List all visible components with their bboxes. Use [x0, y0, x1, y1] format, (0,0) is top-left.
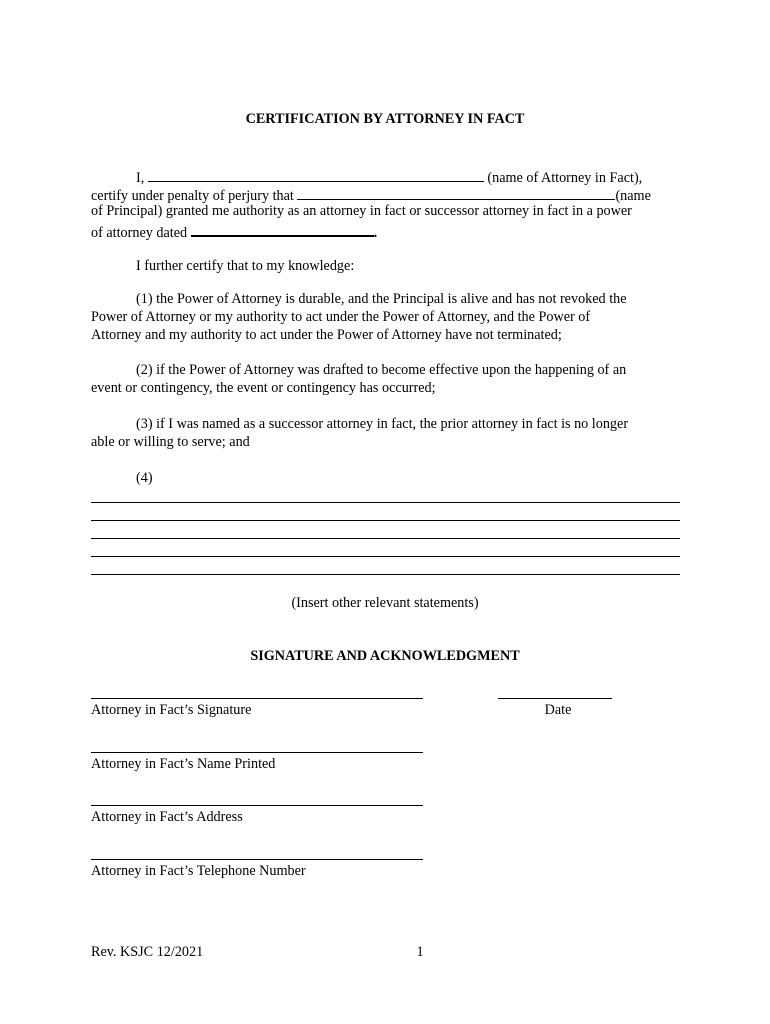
statement-line-3[interactable]	[91, 538, 680, 539]
insert-note: (Insert other relevant statements)	[291, 595, 479, 611]
item-1-line-2: Power of Attorney or my authority to act under the Power of Attorney, and the Power of	[91, 309, 591, 325]
signature-heading: SIGNATURE AND ACKNOWLEDGMENT	[250, 648, 520, 664]
item-3-line-2: able or willing to serve; and	[91, 434, 250, 450]
intro-line-3: of Principal) granted me authority as an attorney in fact or successor attorney in fact in a power	[91, 203, 632, 219]
statement-line-5[interactable]	[91, 574, 680, 575]
date-line[interactable]	[498, 698, 612, 699]
intro-line-4-suffix: .	[373, 225, 378, 241]
statement-line-1[interactable]	[91, 502, 680, 503]
address-line[interactable]	[91, 805, 423, 806]
item-1-line-1: (1) the Power of Attorney is durable, and the Principal is alive and has not revoked the	[136, 291, 627, 307]
intro-line-1-prefix: I,	[136, 170, 145, 186]
intro-line-1	[136, 167, 642, 187]
name-printed-line[interactable]	[91, 752, 423, 753]
document-title: CERTIFICATION BY ATTORNEY IN FACT	[245, 111, 525, 127]
telephone-line[interactable]	[91, 859, 423, 860]
principal-name-blank[interactable]	[297, 185, 615, 200]
item-4-label: (4)	[136, 470, 153, 486]
item-1-line-3: Attorney and my authority to act under the Power of Attorney have not terminated;	[91, 327, 562, 343]
poa-date-blank[interactable]	[191, 221, 374, 237]
footer-page-number: 1	[416, 944, 424, 960]
item-3-line-1: (3) if I was named as a successor attorney in fact, the prior attorney in fact is no longer	[136, 416, 629, 432]
signature-line[interactable]	[91, 698, 423, 699]
name-printed-label: Attorney in Fact’s Name Printed	[91, 756, 276, 772]
item-2-line-1: (2) if the Power of Attorney was drafted to become effective upon the happening of an	[136, 362, 627, 378]
date-label: Date	[544, 702, 572, 718]
footer-revision: Rev. KSJC 12/2021	[91, 944, 204, 960]
intro-line-2	[91, 185, 651, 205]
statement-line-2[interactable]	[91, 520, 680, 521]
telephone-label: Attorney in Fact’s Telephone Number	[91, 863, 306, 879]
intro-line-4-prefix: of attorney dated	[91, 225, 188, 241]
intro-line-4	[91, 221, 377, 242]
attorney-name-blank[interactable]	[148, 167, 484, 182]
statement-line-4[interactable]	[91, 556, 680, 557]
intro-line-2-prefix: certify under penalty of perjury that	[91, 188, 294, 204]
item-2-line-2: event or contingency, the event or contingency has occurred;	[91, 380, 436, 396]
further-certify: I further certify that to my knowledge:	[136, 258, 355, 274]
intro-line-2-suffix: (name	[615, 188, 651, 204]
signature-label: Attorney in Fact’s Signature	[91, 702, 252, 718]
intro-line-1-suffix: (name of Attorney in Fact),	[487, 170, 643, 186]
address-label: Attorney in Fact’s Address	[91, 809, 243, 825]
